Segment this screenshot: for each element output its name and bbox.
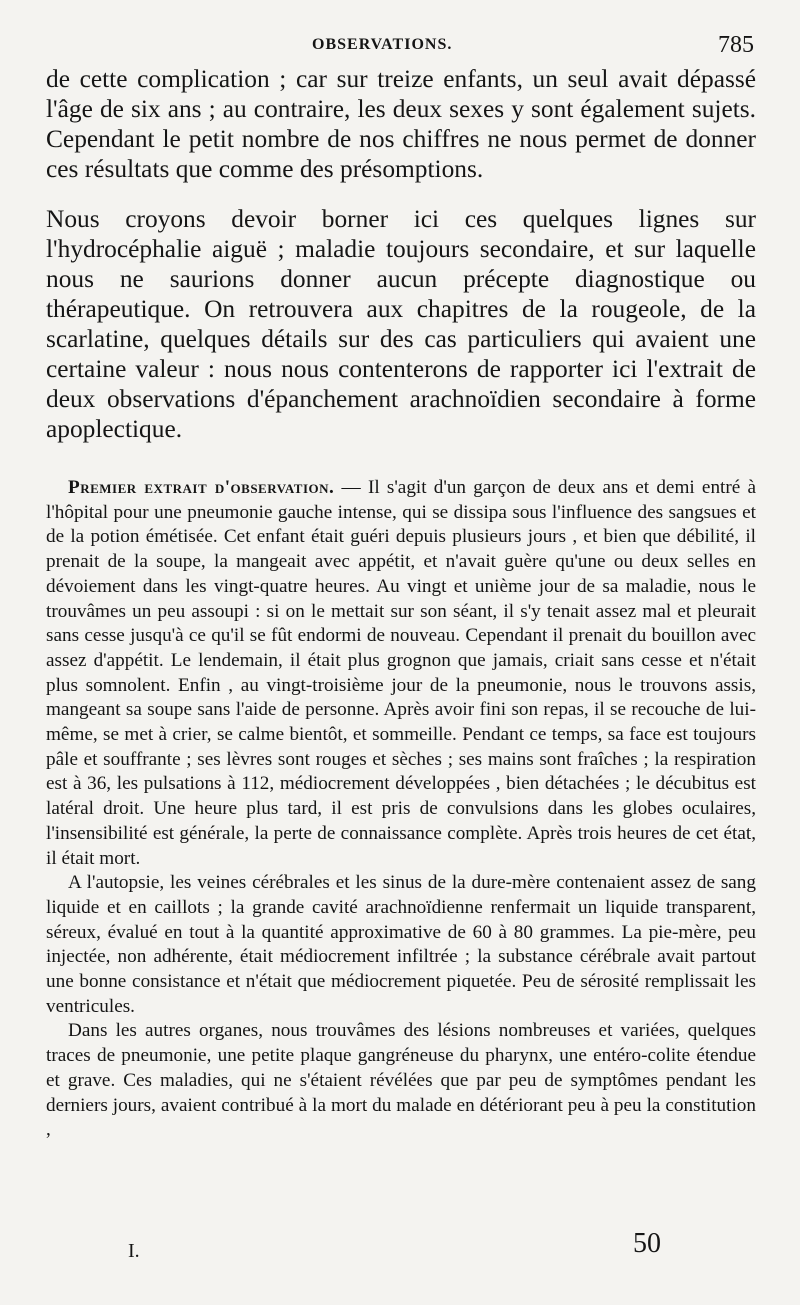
observation-paragraph: A l'autopsie, les veines cérébrales et les sinus de la dure-mère contenaient assez de sang liquide et en caillots ; la grande cavité arachnoïdienne renfermait un liquide transparent, séreux, évalué en tout à la quantité approximative de 60 à 80 grammes. La pie-mère, peu injectée, non adhérente, était médiocrement infiltrée ; la substance cérébrale avait partout une bonne consistance et n'était que médiocrement piquetée. Peu de sérosité remplissait les ventricules. bbox=[46, 872, 756, 1017]
paragraph: Nous croyons devoir borner ici ces quelques lignes sur l'hydrocéphalie aiguë ; maladie toujours secondaire, et sur laquelle nous ne saurions donner aucun précepte diagnostique ou thérapeutique. On retrouvera aux chapitres de la rougeole, de la scarlatine, quelques détails sur des cas particuliers qui avaient une certaine valeur : nous nous contenterons de rapporter ici l'extrait de deux observations d'épanchement arachnoïdien secondaire à forme apoplectique. bbox=[46, 205, 756, 443]
signature-mark: I. bbox=[128, 1240, 140, 1262]
observation-text: — Il s'agit d'un garçon de deux ans et demi entré à l'hôpital pour une pneumonie gauche intense, qui se dissipa sous l'influence des sangsues et de la potion émétisée. Cet enfant était guéri depuis plusieurs jours , et bien que débilité, il prenait de la soupe, la mangeait avec appétit, et n'avait guère qu'une ou deux selles en dévoiement dans les vingt-quatre heures. Au vingt et unième jour de sa maladie, nous le trouvâmes un peu assoupi : si on le mettait sur son séant, il s'y tenait assez mal et pleurait sans cesse jusqu'à ce qu'il se fût endormi de nouveau. Cependant il prenait du bouillon avec assez d'appétit. Le lendemain, il était plus grognon que jamais, criait sans cesse et n'était plus somnolent. Enfin , au vingt-troisième jour de la pneumonie, nous le trouvons assis, mangeant sa soupe sans l'aide de personne. Après avoir fini son repas, il se recouche de lui-même, se met à crier, se calme bientôt, et sommeille. Pendant ce temps, sa face est toujours pâle et souffrante ; ses lèvres sont rouges et sèches ; ses mains sont fraîches ; la respiration est à 36, les pulsations à 112, médiocrement développées , bien détachées ; le décubitus est latéral droit. Une heure plus tard, il est pris de convulsions dans les globes oculaires, l'insensibilité est générale, la perte de connaissance complète. Après trois heures de cet état, il était mort. bbox=[46, 477, 756, 869]
observation-section bbox=[46, 476, 756, 1143]
page-footer bbox=[0, 1228, 800, 1268]
observation-paragraph: Dans les autres organes, nous trouvâmes des lésions nombreuses et variées, quelques traces de pneumonie, une petite plaque gangréneuse du pharynx, une entéro-colite étendue et grave. Ces maladies, qui ne s'étaient révélées que par peu de symptômes pendant les derniers jours, avaient contribué à la mort du malade en détériorant peu à peu la constitution , bbox=[46, 1020, 756, 1141]
observation-paragraph bbox=[46, 476, 756, 871]
running-title: OBSERVATIONS. bbox=[312, 36, 453, 53]
paragraph: de cette complication ; car sur treize enfants, un seul avait dépassé l'âge de six ans ; au contraire, les deux sexes y sont également sujets. Cependant le petit nombre de nos chiffres ne nous permet de donner ces résultats que comme des présomptions. bbox=[46, 65, 756, 183]
page-header bbox=[0, 30, 800, 64]
main-text bbox=[46, 64, 756, 464]
sheet-number: 50 bbox=[633, 1228, 661, 1259]
page-number: 785 bbox=[718, 32, 754, 58]
observation-heading: Premier extrait d'observation. bbox=[68, 477, 335, 498]
